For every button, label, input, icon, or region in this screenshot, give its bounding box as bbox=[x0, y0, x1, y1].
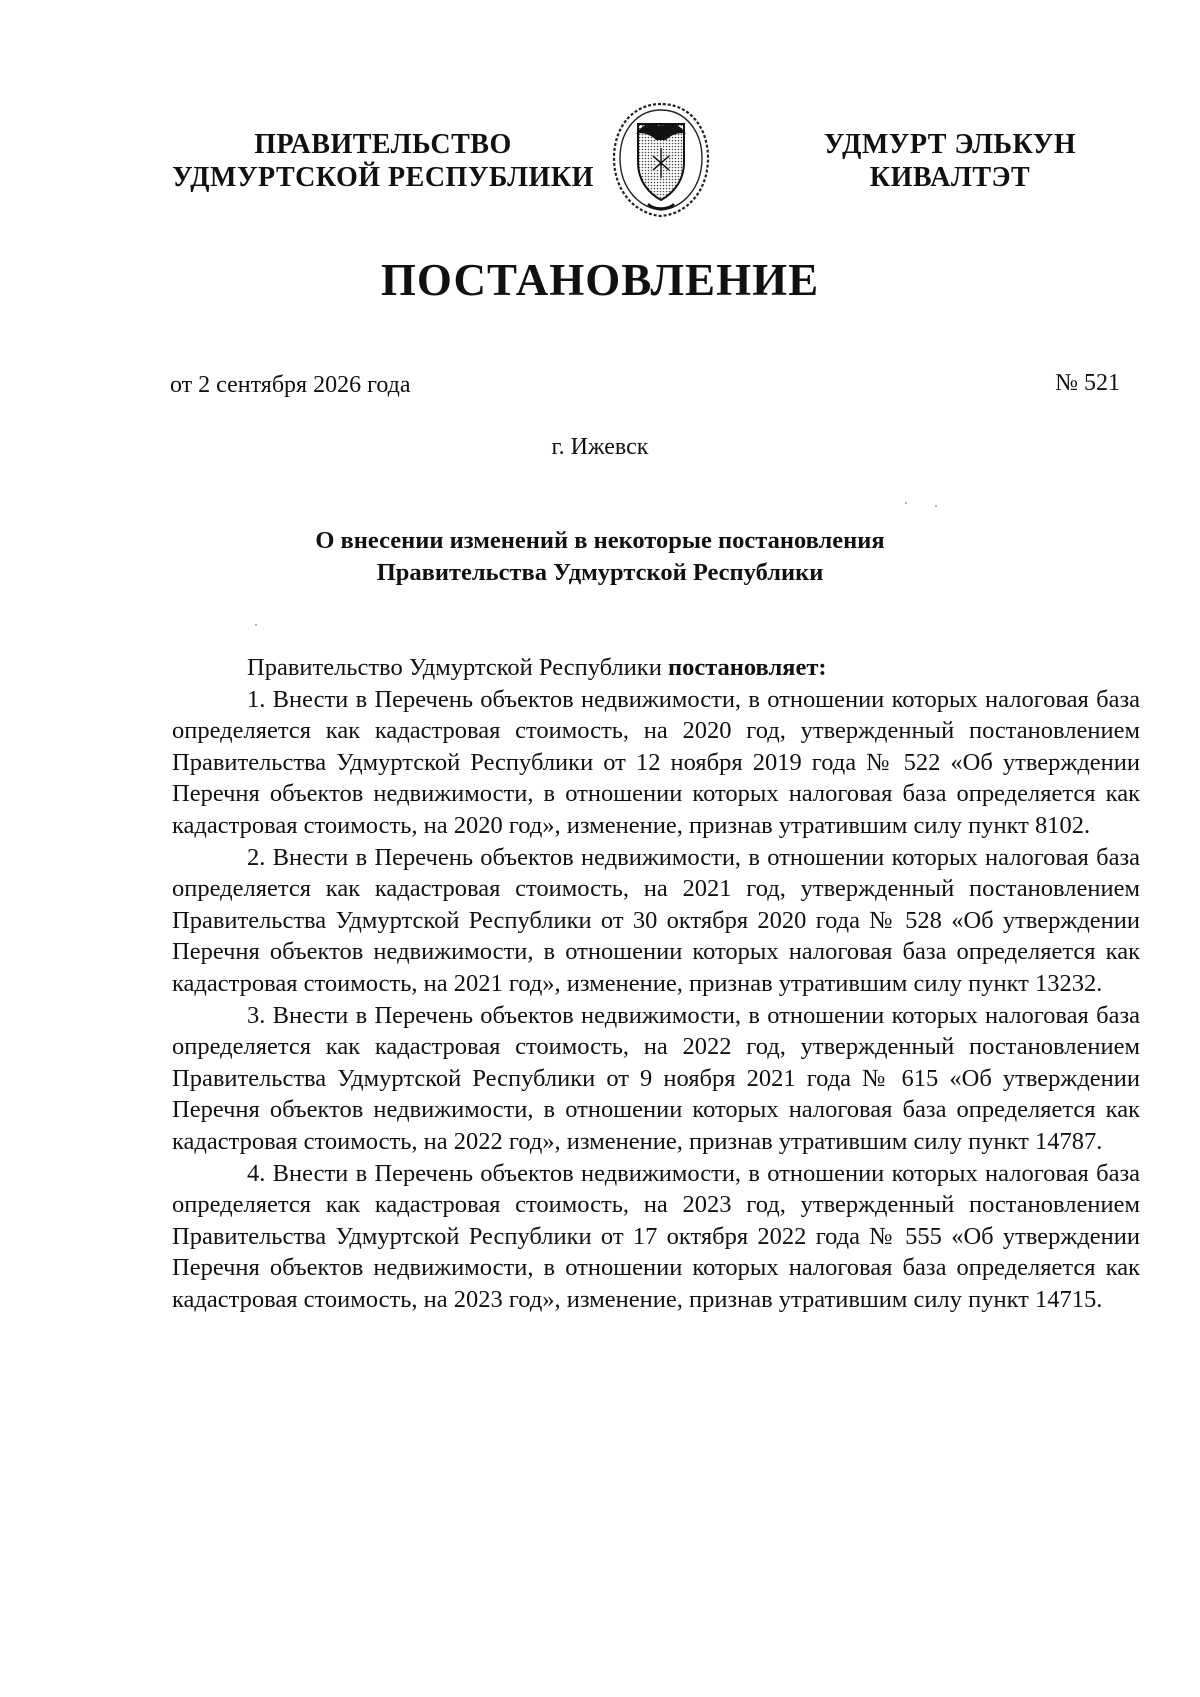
intro-bold-verb: постановляет: bbox=[667, 654, 827, 681]
subject-line1: О внесении изменений в некоторые постановления bbox=[315, 527, 885, 554]
document-date: от 2 сентября 2026 года bbox=[170, 372, 411, 398]
body-paragraph-2: 2. Внести в Перечень объектов недвижимости, в отношении которых налоговая база определяется как кадастровая стоимость, на 2021 год, утвержденный постановлением Правительства Удмуртской Республики от 30 октября 2020 года № 528 «Об утверждении Перечня объектов недвижимости, в отношении которых налоговая база определяется как кадастровая стоимость, на 2021 год», изменение, признав утратившим силу пункт 13232. bbox=[172, 843, 1140, 997]
organization-name-udmurt bbox=[805, 128, 1095, 194]
body-paragraph-3: 3. Внести в Перечень объектов недвижимости, в отношении которых налоговая база определяется как кадастровая стоимость, на 2022 год, утвержденный постановлением Правительства Удмуртской Республики от 9 ноября 2021 года № 615 «Об утверждении Перечня объектов недвижимости, в отношении которых налоговая база определяется как кадастровая стоимость, на 2022 год», изменение, признав утратившим силу пункт 14787. bbox=[172, 1001, 1140, 1155]
document-body bbox=[172, 652, 1140, 1315]
org-ru-line1: ПРАВИТЕЛЬСТВО bbox=[254, 129, 512, 160]
document-city: г. Ижевск bbox=[551, 434, 649, 460]
subject-line2: Правительства Удмуртской Республики bbox=[376, 559, 824, 586]
org-ru-line2: УДМУРТСКОЙ РЕСПУБЛИКИ bbox=[172, 162, 594, 193]
organization-name-russian bbox=[168, 128, 598, 194]
body-paragraph-1: 1. Внести в Перечень объектов недвижимости, в отношении которых налоговая база определяется как кадастровая стоимость, на 2020 год, утвержденный постановлением Правительства Удмуртской Республики от 12 ноября 2019 года № 522 «Об утверждении Перечня объектов недвижимости, в отношении которых налоговая база определяется как кадастровая стоимость, на 2020 год», изменение, признав утратившим силу пункт 8102. bbox=[172, 685, 1140, 839]
body-paragraph-4: 4. Внести в Перечень объектов недвижимости, в отношении которых налоговая база определяется как кадастровая стоимость, на 2023 год, утвержденный постановлением Правительства Удмуртской Республики от 17 октября 2022 года № 555 «Об утверждении Перечня объектов недвижимости, в отношении которых налоговая база определяется как кадастровая стоимость, на 2023 год», изменение, признав утратившим силу пункт 14715. bbox=[172, 1159, 1140, 1313]
scan-speck bbox=[905, 502, 907, 504]
org-udm-line2: КИВАЛТЭТ bbox=[869, 162, 1031, 193]
udmurt-coat-of-arms-icon bbox=[608, 100, 714, 220]
scan-speck bbox=[935, 505, 937, 507]
org-udm-line1: УДМУРТ ЭЛЬКУН bbox=[823, 129, 1077, 160]
document-type-title: ПОСТАНОВЛЕНИЕ bbox=[380, 255, 820, 305]
document-subject bbox=[0, 525, 1200, 589]
scan-speck bbox=[255, 624, 257, 626]
intro-text: Правительство Удмуртской Республики bbox=[247, 654, 668, 681]
intro-paragraph bbox=[172, 652, 1140, 684]
document-number: № 521 bbox=[1055, 370, 1120, 396]
